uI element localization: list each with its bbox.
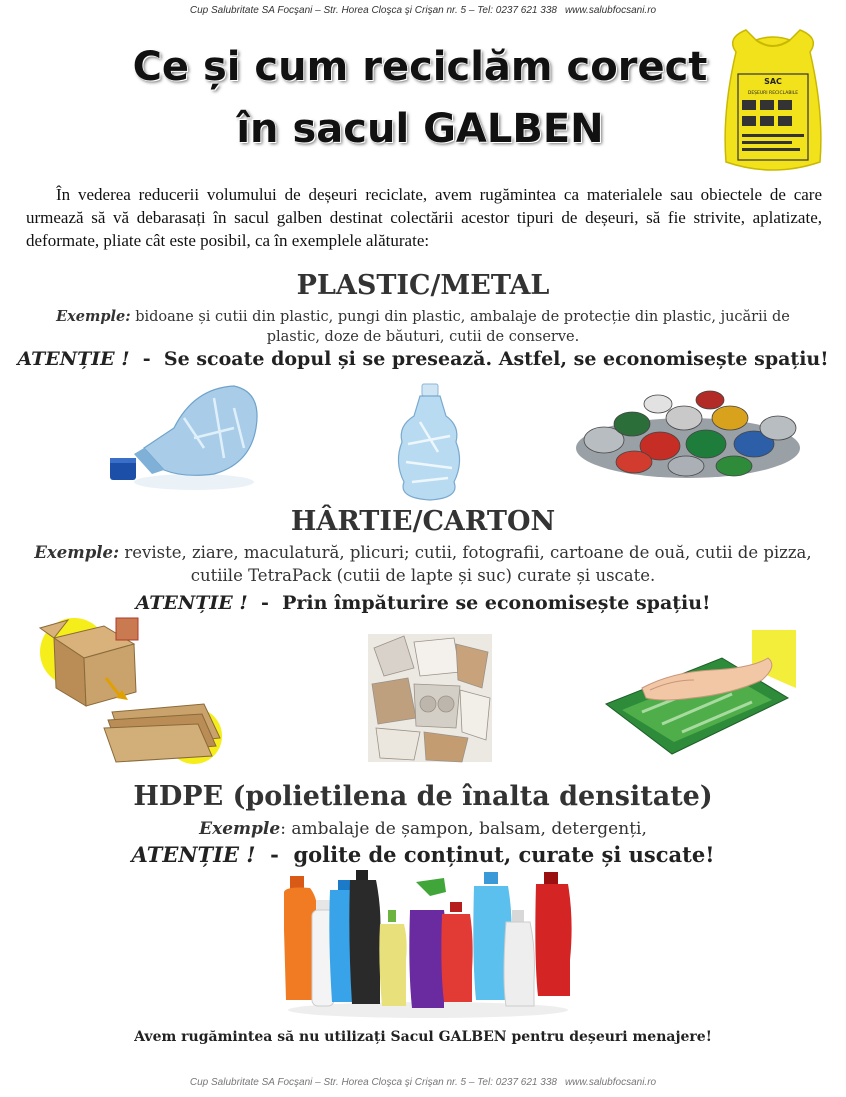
warning-label: ATENȚIE ! — [135, 592, 248, 614]
warning-separator: - — [247, 592, 283, 614]
footer-company: Cup Salubritate SA Focşani – Str. Horea Cloşca şi Crişan nr. 5 – Tel: 0237 621 338 — [189, 1077, 557, 1088]
examples-text: bidoane și cutii din plastic, pungi din plastic, ambalaje de protecție din plastic, jucării de plastic, doze de băuturi, cutii de conserve. — [130, 309, 790, 345]
section-title-hdpe: HDPE (polietilena de înalta densitate) — [133, 781, 713, 812]
warning-text: Prin împăturire se economisește spațiu! — [282, 592, 711, 614]
examples-text: : ambalaje de șampon, balsam, detergenți, — [280, 819, 647, 839]
header-website: www.salubfocsani.ro — [564, 5, 657, 16]
closing-notice: Avem rugămintea să nu utilizați Sacul GALBEN pentru deșeuri menajere! — [134, 1029, 712, 1045]
bag-label-1: SAC — [764, 77, 782, 86]
section-title-paper-cardboard: HÂRTIE/CARTON — [290, 506, 556, 537]
warning-text: golite de conținut, curate și uscate! — [293, 842, 715, 867]
footer-contact-line — [0, 1077, 846, 1088]
examples-label: Exemple: — [56, 308, 131, 325]
warning-label: ATENȚIE ! — [17, 348, 130, 370]
crumpled-paper-pile-image — [364, 628, 496, 766]
warning-plastic-metal — [0, 348, 846, 370]
bag-label-2: DEȘEURI RECICLABILE — [747, 91, 799, 96]
examples-hdpe — [0, 818, 846, 840]
warning-separator: - — [129, 348, 164, 370]
page-title-line-1: Ce și cum reciclăm corect — [132, 44, 708, 90]
warning-text: Se scoate dopul și se presează. Astfel, se economisește spațiu! — [163, 348, 829, 370]
yellow-bag-illustration — [716, 22, 830, 174]
flattened-tetrapack-image — [602, 628, 796, 758]
section-title-plastic-metal: PLASTIC/METAL — [296, 270, 550, 301]
examples-label: Exemple: — [34, 543, 120, 562]
examples-plastic-metal — [36, 307, 810, 347]
footer-website: www.salubfocsani.ro — [564, 1077, 657, 1088]
hdpe-bottles-group-image — [280, 870, 576, 1020]
examples-label: Exemple — [199, 819, 281, 839]
warning-label: ATENȚIE ! — [131, 842, 256, 867]
examples-paper-cardboard — [14, 541, 832, 587]
header-contact-line — [0, 5, 846, 16]
examples-text: reviste, ziare, maculatură, plicuri; cutii, fotografii, cartoane de ouă, cutii de pizza, cutiile TetraPack (cutii de lapte și suc) curate și uscate. — [119, 543, 812, 585]
header-company: Cup Salubritate SA Focşani – Str. Horea Cloşca şi Crişan nr. 5 – Tel: 0237 621 338 — [189, 5, 557, 16]
crushed-cans-pile-image — [574, 388, 802, 480]
page-title — [120, 36, 720, 160]
crushed-bottle-standing-image — [390, 382, 468, 504]
warning-hdpe — [0, 842, 846, 867]
cardboard-box-flattening-image — [34, 608, 234, 766]
crushed-bottle-lying-image — [104, 378, 264, 494]
page-title-line-2: în sacul GALBEN — [236, 106, 604, 152]
intro-paragraph: În vederea reducerii volumului de deșeuri reciclate, avem rugămintea ca materialele sau obiectele de care urmează să vă debarasați în sacul galben destinat colectării acestor tipuri de deșeuri, să fie strivite, aplatizate, deformate, pliate cât este posibil, ca în exemplele alăturate: — [26, 185, 822, 250]
warning-separator: - — [255, 842, 294, 867]
